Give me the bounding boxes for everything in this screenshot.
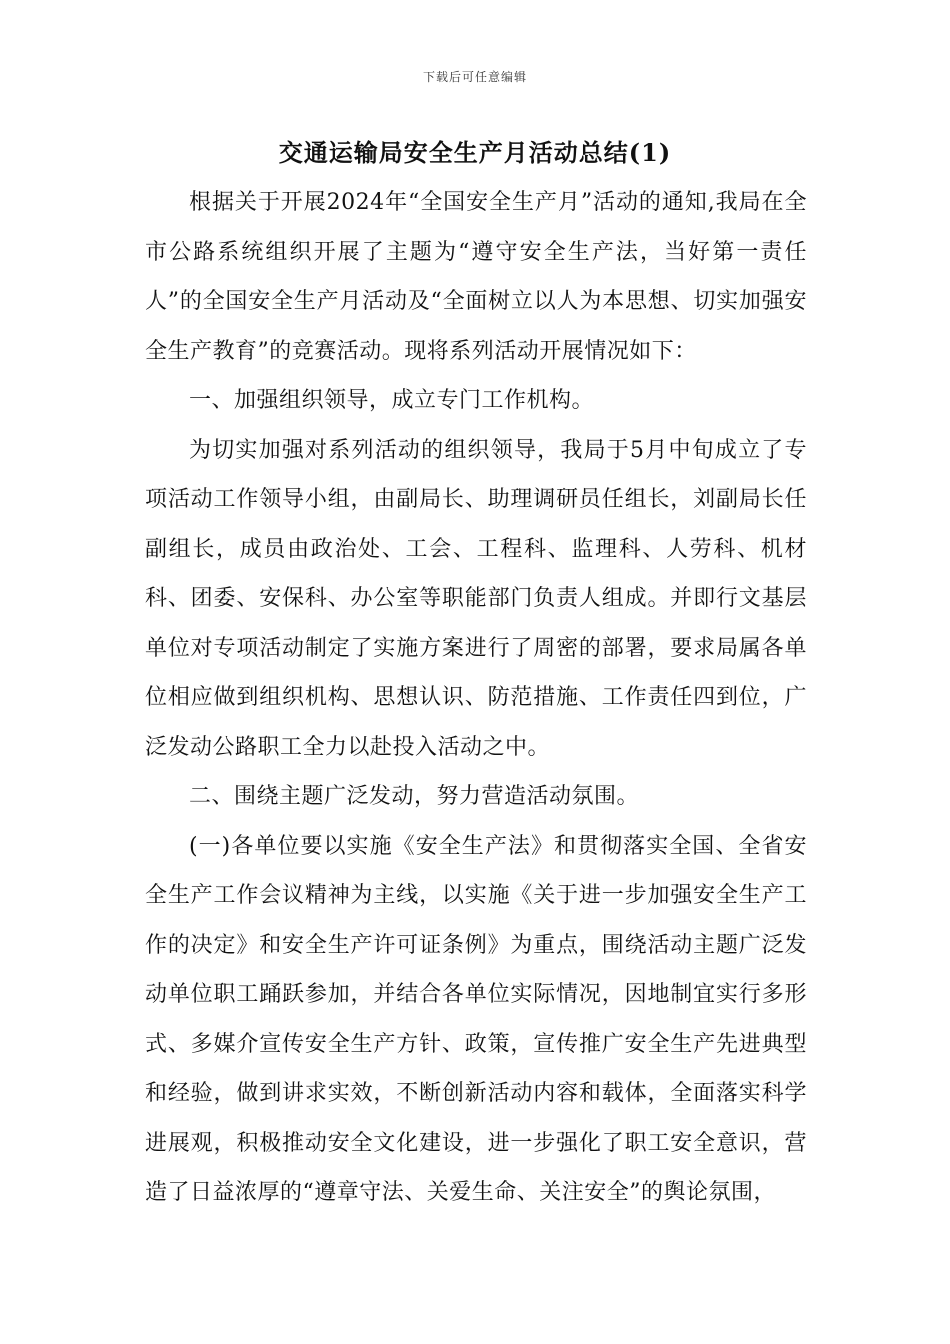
- paragraph-intro: 根据关于开展2024年“全国安全生产月”活动的通知,我局在全市公路系统组织开展了主题为“遵守安全生产法，当好第一责任人”的全国安全生产月活动及“全面树立以人为本思想、切实加强安全生产教育”的竞赛活动。现将系列活动开展情况如下：: [145, 190, 807, 364]
- download-note: 下载后可任意编辑: [422, 70, 527, 84]
- paragraph-organization: 为切实加强对系列活动的组织领导，我局于5月中旬成立了专项活动工作领导小组，由副局长、助理调研员任组长，刘副局长任副组长，成员由政治处、工会、工程科、监理科、人劳科、机材科、团委、安保科、办公室等职能部门负责人组成。并即行文基层单位对专项活动制定了实施方案进行了周密的部署，要求局属各单位相应做到组织机构、思想认识、防范措施、工作责任四到位，广泛发动公路职工全力以赴投入活动之中。: [145, 437, 807, 760]
- document-body: [145, 178, 807, 1218]
- section-heading-1: 一、加强组织领导，成立专门工作机构。: [189, 388, 595, 413]
- section-heading-2: 二、围绕主题广泛发动，努力营造活动氛围。: [189, 784, 640, 809]
- paragraph-publicity: (一)各单位要以实施《安全生产法》和贯彻落实全国、全省安全生产工作会议精神为主线，以实施《关于进一步加强安全生产工作的决定》和安全生产许可证条例》为重点，围绕活动主题广泛发动单位职工踊跃参加，并结合各单位实际情况，因地制宜实行多形式、多媒介宣传安全生产方针、政策，宣传推广安全生产先进典型和经验，做到讲求实效，不断创新活动内容和载体，全面落实科学进展观，积极推动安全文化建设，进一步强化了职工安全意识，营造了日益浓厚的“遵章守法、关爱生命、关注安全”的舆论氛围，: [145, 833, 807, 1205]
- document-title: 交通运输局安全生产月活动总结(1): [278, 138, 672, 167]
